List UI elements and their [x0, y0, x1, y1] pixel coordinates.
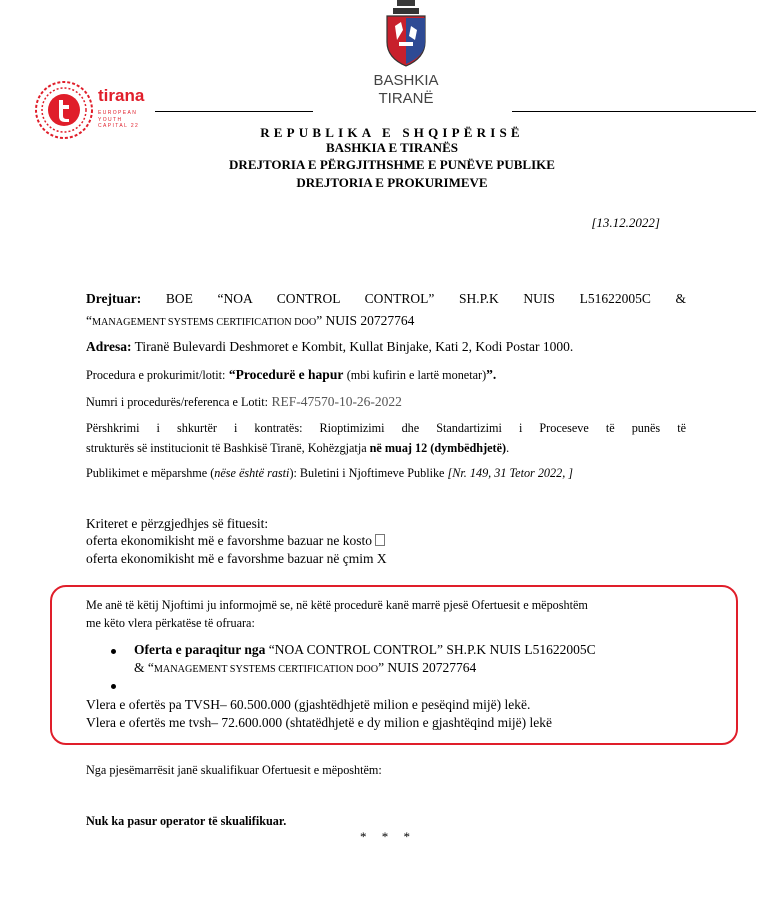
header-directorate-general: DREJTORIA E PËRGJITHSHME E PUNËVE PUBLIKE	[229, 157, 555, 172]
addressee-company-caps: MANAGEMENT SYSTEMS CERTIFICATION DOO	[92, 317, 317, 328]
tirana-logo-tagline: EUROPEAN YOUTH CAPITAL 22	[98, 110, 140, 129]
offer-partner-caps: MANAGEMENT SYSTEMS CERTIFICATION DOO	[153, 664, 379, 675]
criteria-option-cost: oferta ekonomikisht më e favorshme bazuar ne kosto	[86, 532, 686, 550]
bullet-icon	[111, 684, 116, 689]
procedure-line: Procedura e prokurimit/lotit: “Procedurë e hapur (mbi kufirin e lartë monetar)”.	[86, 367, 497, 382]
addressee-value: BOE “NOA CONTROL CONTROL” SH.P.K NUIS L51622005C &	[165, 291, 686, 306]
addressee-line-1	[86, 290, 686, 308]
description-line-1: Përshkrimi i shkurtër i kontratës: Rioptimizimi dhe Standartizimi i Proceseve të punës të	[86, 421, 686, 435]
address-line	[86, 338, 686, 356]
offer-label: Oferta e paraqitur nga	[134, 642, 266, 657]
disqualified-statement: Nuk ka pasur operator të skualifikuar.	[86, 814, 287, 828]
offer-value-excl-vat: Vlera e ofertës pa TVSH– 60.500.000 (gjashtëdhjetë milion e pesëqind mijë) lekë.	[86, 697, 531, 712]
header-rule-left	[155, 111, 313, 112]
header-municipality: BASHKIA E TIRANËS	[326, 140, 458, 155]
municipality-line-2: TIRANË	[378, 90, 434, 107]
disqualified-intro: Nga pjesëmarrësit janë skualifikuar Ofertuesit e mëposhtëm:	[86, 763, 382, 777]
addressee-line-2: “MANAGEMENT SYSTEMS CERTIFICATION DOO” NUIS 20727764	[86, 313, 415, 328]
offer-value-incl-vat: Vlera e ofertës me tvsh– 72.600.000 (shtatëdhjetë e dy milion e gjashtëqind mijë) lekë	[86, 715, 552, 730]
duration-value: në muaj 12 (dymbëdhjetë)	[369, 441, 507, 455]
description-line-2: strukturës së institucionit të Bashkisë Tiranë, Kohëzgjatja në muaj 12 (dymbëdhjetë).	[86, 441, 510, 455]
bashkia-crest-emblem	[383, 0, 429, 68]
address-value: Tiranë Bulevardi Deshmoret e Kombit, Kullat Binjake, Kati 2, Kodi Postar 1000.	[134, 339, 574, 354]
header-rule-right	[512, 111, 756, 112]
municipality-wordmark	[340, 72, 472, 108]
header-republic: REPUBLIKA E SHQIPËRISË	[260, 125, 524, 140]
end-separator: * * *	[360, 829, 416, 844]
offer-line-1	[134, 641, 694, 659]
addressee-label: Drejtuar:	[86, 291, 142, 306]
municipality-line-1: BASHKIA	[373, 72, 439, 89]
procedure-label: Procedura e prokurimit/lotit:	[86, 368, 226, 382]
notice-intro-line-1: Me anë të këtij Njoftimi ju informojmë se, në këtë procedurë kanë marrë pjesë Ofertuesit e mëposhtëm	[86, 598, 588, 612]
bullet-icon	[111, 649, 116, 654]
criteria-heading: Kriteret e përzgjedhjes së fituesit:	[86, 516, 269, 531]
offer-bidder: “NOA CONTROL CONTROL” SH.P.K NUIS L51622005C	[268, 642, 596, 657]
header-procurement-directorate: DREJTORIA E PROKURIMEVE	[296, 175, 488, 190]
reference-label: Numri i procedurës/referenca e Lotit:	[86, 395, 269, 409]
previous-publications-line: Publikimet e mëparshme (nëse është rasti): Buletini i Njoftimeve Publike [Nr. 149, 31 Tetor 2022, ]	[86, 466, 574, 480]
procedure-type: “Procedurë e hapur	[228, 367, 344, 382]
checkbox-empty-icon	[375, 534, 385, 546]
document-date: [13.12.2022]	[591, 215, 660, 230]
tirana-logo-text: tirana	[98, 86, 145, 105]
reference-value: REF-47570-10-26-2022	[271, 394, 402, 409]
notice-intro-line-2: me këto vlera përkatëse të ofruara:	[86, 616, 255, 630]
criteria-option-price: oferta ekonomikisht më e favorshme bazuar në çmim X	[86, 551, 387, 566]
address-label: Adresa:	[86, 339, 132, 354]
offer-line-2: & “MANAGEMENT SYSTEMS CERTIFICATION DOO” NUIS 20727764	[134, 660, 477, 675]
bulletin-reference: [Nr. 149, 31 Tetor 2022, ]	[447, 466, 574, 480]
reference-line	[86, 393, 686, 411]
